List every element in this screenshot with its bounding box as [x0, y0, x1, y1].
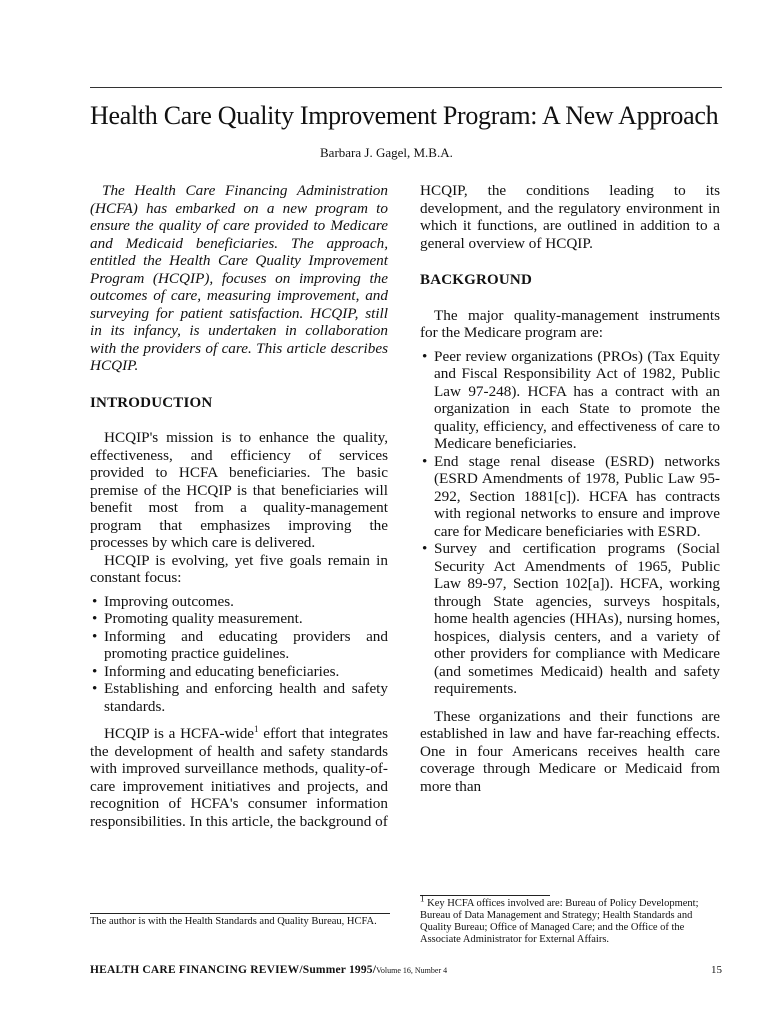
journal-name: HEALTH CARE FINANCING REVIEW/Summer 1995/ [90, 964, 377, 976]
background-intro: The major quality-management instruments for the Medicare program are: [420, 306, 720, 341]
instruments-list [420, 348, 720, 698]
page-footer [90, 964, 722, 976]
background-paragraph-end: These organizations and their functions are established in law and have far-reaching effects. One in four Americans receives health care coverage through Medicare or Medicaid from more than [420, 707, 720, 795]
goals-list [90, 593, 388, 716]
list-item: • Establishing and enforcing health and safety standards. [90, 680, 388, 715]
list-item: • Informing and educating providers and promoting practice guidelines. [90, 628, 388, 663]
footnote-rule-left [90, 913, 390, 914]
intro-paragraph-2: HCQIP is evolving, yet five goals remain in constant focus: [90, 551, 388, 586]
intro-paragraph-3-start: HCQIP is a HCFA-wide [104, 725, 255, 742]
footnote-rule-right [420, 895, 550, 896]
author-footnote: The author is with the Health Standards and Quality Bureau, HCFA. [90, 916, 377, 927]
volume-info: Volume 16, Number 4 [376, 966, 448, 975]
article-title: Health Care Quality Improvement Program: A New Approach [90, 101, 719, 130]
section-heading-introduction: INTRODUCTION [90, 394, 213, 411]
intro-paragraph-1: HCQIP's mission is to enhance the quality, effectiveness, and efficiency of services provided to HCFA beneficiaries. The basic premise of the HCQIP is that beneficiaries will benefit most from a quality-management program that emphasizes improving the processes by which care is delivered. [90, 429, 388, 551]
list-item: • End stage renal disease (ESRD) networks (ESRD Amendments of 1978, Public Law 95-292, Section 1881[c]). HCFA has contracts with regional networks to ensure and improve care for Medicare beneficiaries with ESRD. [420, 453, 720, 541]
left-column [90, 182, 388, 830]
top-rule [90, 87, 722, 88]
footnote-mark: 1 [420, 893, 425, 904]
list-item: • Improving outcomes. [90, 593, 388, 611]
footnote-ref: 1 [254, 723, 259, 734]
key-offices-footnote [420, 893, 724, 946]
right-column [420, 182, 720, 795]
intro-paragraph-3 [90, 725, 388, 830]
page-number: 15 [711, 964, 722, 976]
section-heading-background: BACKGROUND [420, 272, 533, 288]
key-offices-text: Key HCFA offices involved are: Bureau of Policy Development; Bureau of Data Management and Strategy; Health Standards and Quality Bureau; Office of Managed Care; and the Office of the Associate Administrator for External Affairs. [420, 898, 699, 945]
list-item: • Informing and educating beneficiaries. [90, 663, 388, 681]
continued-paragraph: HCQIP, the conditions leading to its development, and the regulatory environment in which it functions, are outlined in addition to a general overview of HCQIP. [420, 182, 720, 252]
list-item: • Peer review organizations (PROs) (Tax Equity and Fiscal Responsibility Act of 1982, Public Law 97-248). HCFA has a contract with an organization in each State to promote the quality, efficiency, and effectiveness of care to Medicare beneficiaries. [420, 348, 720, 453]
abstract: The Health Care Financing Administration (HCFA) has embarked on a new program to ensure the quality of care provided to Medicare and Medicaid beneficiaries. The approach, entitled the Health Care Quality Improvement Program (HCQIP), focuses on improving the outcomes of care, measuring improvement, and surveying for patient satisfaction. HCQIP, still in its infancy, is undertaken in collaboration with the providers of care. This article describes HCQIP. [90, 182, 388, 374]
author-line: Barbara J. Gagel, M.B.A. [320, 145, 453, 160]
intro-paragraph-3-end: effort that integrates the development of health and safety standards with improved surveillance methods, quality-of-care improvement initiatives and projects, and recognition of HCFA's consumer information responsibilities. In this article, the background of [90, 725, 389, 830]
list-item: • Promoting quality measurement. [90, 610, 388, 628]
list-item: • Survey and certification programs (Social Security Act Amendments of 1965, Public Law 89-97, Section 102[a]). HCFA, working through State agencies, surveys hospitals, home health agencies (HHAs), nursing homes, hospices, dialysis centers, and a variety of other providers for compliance with Medicare (and sometimes Medicaid) health and safety requirements. [420, 540, 720, 698]
